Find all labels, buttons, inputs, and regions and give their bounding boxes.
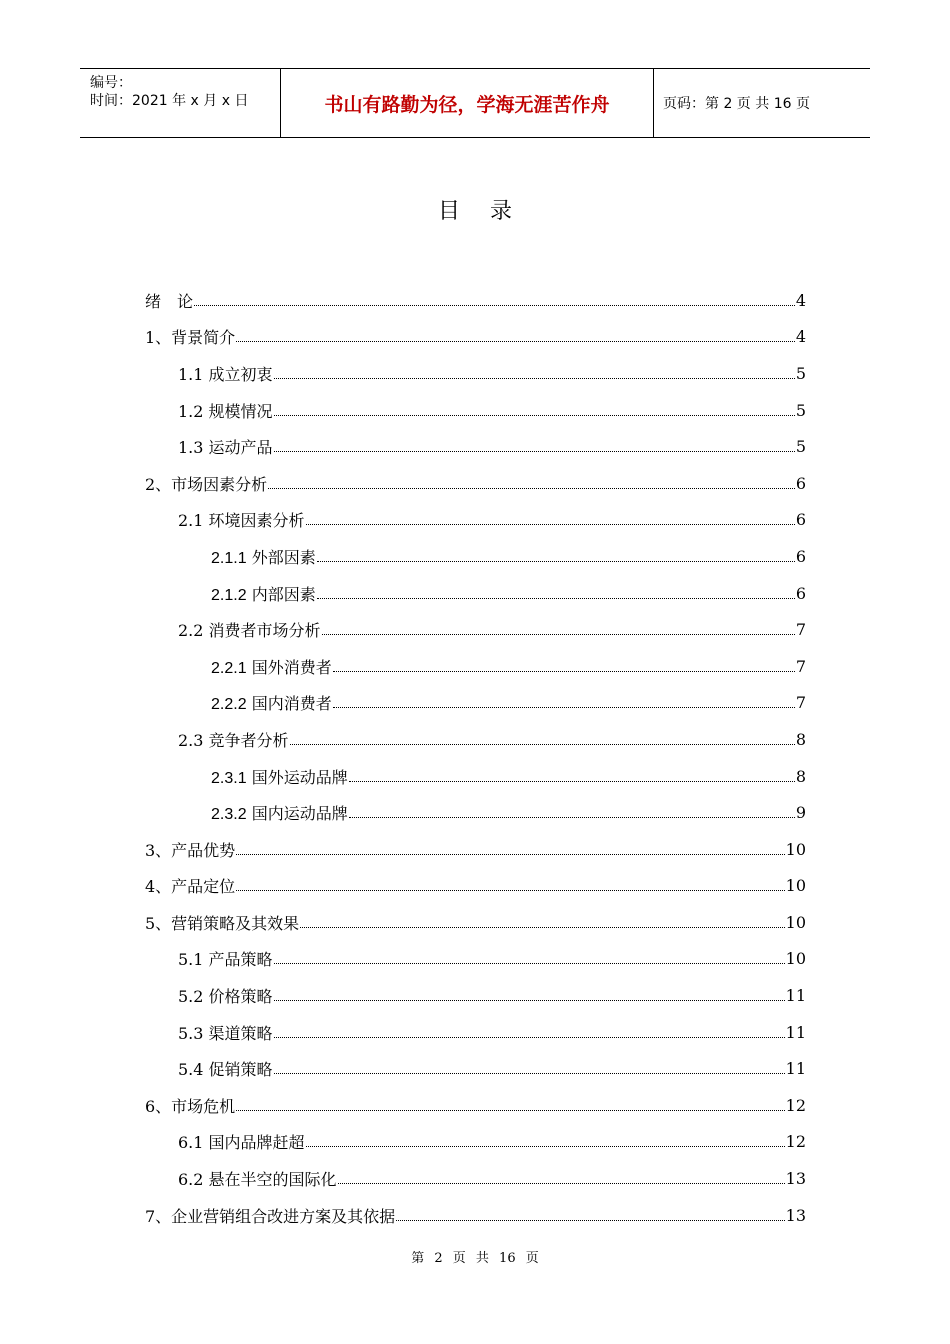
toc-entry[interactable] (145, 502, 806, 539)
toc-entry[interactable] (145, 1124, 806, 1161)
toc-entry-page: 4 (795, 327, 806, 347)
toc-entry-text: 内部因素 (251, 584, 316, 604)
toc-entry-label (178, 435, 273, 458)
toc-entry-label (178, 1021, 273, 1044)
toc-entry-page: 5 (795, 437, 806, 457)
toc-entry[interactable] (145, 758, 806, 795)
toc-dot-leader (396, 1220, 784, 1221)
toc-dot-leader (236, 890, 784, 891)
toc-entry-label (145, 1094, 235, 1117)
toc-entry-page: 11 (785, 986, 806, 1006)
toc-entry[interactable] (145, 1197, 806, 1234)
table-of-contents (145, 282, 806, 1233)
page-title: 目录 (437, 199, 542, 224)
toc-entry-text: 2.1 环境因素分析 (178, 511, 305, 531)
toc-entry-text: 1.3 运动产品 (178, 438, 273, 458)
toc-entry-text: 7、企业营销组合改进方案及其依据 (145, 1206, 396, 1226)
toc-entry-page: 10 (785, 949, 806, 969)
toc-entry-text: 5、营销策略及其效果 (145, 913, 300, 933)
toc-entry-text: 4、产品定位 (145, 877, 236, 897)
toc-entry-text: 1、背景简介 (145, 328, 236, 348)
toc-dot-leader (274, 1037, 785, 1038)
toc-entry-page: 13 (785, 1205, 806, 1225)
toc-entry[interactable] (145, 868, 806, 905)
toc-entry[interactable] (145, 1160, 806, 1197)
toc-entry-page: 8 (795, 766, 806, 786)
header-motto: 书山有路勤为径，学海无涯苦作舟 (281, 69, 654, 137)
toc-dot-leader (274, 378, 795, 379)
toc-entry-text: 5.2 价格策略 (178, 987, 273, 1007)
toc-entry-number: 2.2.1 (211, 659, 247, 677)
toc-dot-leader (274, 1073, 785, 1074)
toc-dot-leader (268, 488, 795, 489)
toc-entry[interactable] (145, 538, 806, 575)
toc-dot-leader (333, 671, 795, 672)
toc-entry-label (145, 911, 299, 934)
toc-entry[interactable] (145, 1014, 806, 1051)
toc-entry-page: 7 (795, 620, 806, 640)
toc-entry[interactable] (145, 611, 806, 648)
toc-entry[interactable] (145, 977, 806, 1014)
toc-entry-number: 2.1.1 (211, 549, 247, 567)
toc-entry-page: 12 (785, 1132, 806, 1152)
toc-dot-leader (300, 927, 784, 928)
toc-dot-leader (306, 524, 795, 525)
toc-entry-text: 5.4 促销策略 (178, 1060, 273, 1080)
toc-entry-number: 2.3.1 (211, 769, 247, 787)
toc-entry-label (145, 472, 267, 495)
toc-entry-text: 国外消费者 (251, 657, 332, 677)
toc-entry-text: 外部因素 (251, 547, 316, 567)
toc-entry-label (178, 508, 305, 531)
toc-entry-label (211, 655, 332, 678)
toc-entry-label (178, 984, 273, 1007)
document-number-label: 编号： (90, 75, 132, 91)
toc-entry[interactable] (145, 355, 806, 392)
toc-entry-page: 8 (795, 729, 806, 749)
toc-entry-page: 9 (795, 803, 806, 823)
toc-entry-page: 13 (785, 1169, 806, 1189)
toc-dot-leader (236, 854, 784, 855)
toc-entry-label (211, 691, 332, 714)
header-page-info: 页码：第 2 页 共 16 页 (663, 96, 810, 112)
toc-entry-page: 6 (795, 473, 806, 493)
toc-entry-label (178, 399, 273, 422)
toc-dot-leader (290, 744, 795, 745)
toc-entry-text: 国内消费者 (251, 694, 332, 714)
toc-entry-text: 国内运动品牌 (251, 804, 348, 824)
toc-entry-page: 10 (785, 912, 806, 932)
toc-entry-text: 6.2 悬在半空的国际化 (178, 1170, 337, 1190)
toc-dot-leader (317, 561, 795, 562)
toc-dot-leader (306, 1146, 785, 1147)
toc-entry-page: 6 (795, 510, 806, 530)
toc-entry-page: 12 (785, 1095, 806, 1115)
toc-entry[interactable] (145, 282, 806, 319)
toc-dot-leader (274, 1000, 785, 1001)
document-time: 时间：2021 年 x 月 x 日 (90, 93, 249, 109)
toc-entry-label (178, 1167, 337, 1190)
toc-entry-label (178, 1057, 273, 1080)
toc-entry[interactable] (145, 465, 806, 502)
page-footer: 第 2 页 共 16 页 (411, 1251, 539, 1266)
toc-entry-label (211, 545, 316, 568)
toc-entry-page: 4 (795, 290, 806, 310)
toc-entry[interactable] (145, 648, 806, 685)
toc-dot-leader (274, 451, 795, 452)
toc-entry-number: 2.3.2 (211, 806, 247, 824)
toc-entry-text: 5.3 渠道策略 (178, 1023, 273, 1043)
toc-entry-text: 绪 论 (145, 291, 194, 311)
toc-dot-leader (274, 415, 795, 416)
toc-dot-leader (236, 1110, 784, 1111)
toc-entry-label (211, 582, 316, 605)
toc-dot-leader (333, 707, 795, 708)
toc-entry-label (145, 1204, 395, 1227)
toc-entry[interactable] (145, 904, 806, 941)
toc-entry-label (145, 874, 235, 897)
header-meta (80, 69, 281, 137)
toc-entry[interactable] (145, 575, 806, 612)
toc-entry-page: 7 (795, 656, 806, 676)
toc-entry-text: 6.1 国内品牌赶超 (178, 1133, 305, 1153)
toc-entry-text: 5.1 产品策略 (178, 950, 273, 970)
toc-dot-leader (274, 963, 785, 964)
toc-dot-leader (194, 305, 795, 306)
toc-entry[interactable] (145, 392, 806, 429)
toc-entry-label (178, 1130, 305, 1153)
toc-entry-label (178, 362, 273, 385)
toc-entry-page: 6 (795, 583, 806, 603)
toc-dot-leader (322, 634, 795, 635)
toc-entry-label (211, 765, 348, 788)
page-header (80, 68, 870, 138)
toc-entry-text: 1.1 成立初衷 (178, 364, 273, 384)
toc-entry[interactable] (145, 319, 806, 356)
toc-dot-leader (349, 817, 795, 818)
toc-entry[interactable] (145, 794, 806, 831)
toc-entry-text: 1.2 规模情况 (178, 401, 273, 421)
toc-entry-page: 10 (785, 839, 806, 859)
toc-dot-leader (317, 598, 795, 599)
toc-entry[interactable] (145, 428, 806, 465)
toc-entry-page: 5 (795, 400, 806, 420)
toc-entry-page: 10 (785, 876, 806, 896)
toc-entry-text: 国外运动品牌 (251, 767, 348, 787)
toc-entry[interactable] (145, 941, 806, 978)
toc-dot-leader (236, 341, 795, 342)
toc-dot-leader (349, 781, 795, 782)
toc-entry[interactable] (145, 1087, 806, 1124)
toc-entry-page: 6 (795, 546, 806, 566)
toc-entry-page: 11 (785, 1022, 806, 1042)
toc-entry-number: 2.1.2 (211, 586, 247, 604)
toc-entry-number: 2.2.2 (211, 696, 247, 714)
toc-entry-label (178, 728, 289, 751)
toc-entry-label (178, 618, 321, 641)
toc-entry-text: 2、市场因素分析 (145, 474, 268, 494)
toc-entry-label (145, 325, 235, 348)
toc-entry-text: 6、市场危机 (145, 1096, 236, 1116)
toc-entry[interactable] (145, 721, 806, 758)
toc-entry-label (145, 289, 193, 312)
toc-dot-leader (338, 1183, 785, 1184)
toc-entry-label (211, 801, 348, 824)
toc-entry-text: 2.3 竞争者分析 (178, 730, 289, 750)
toc-entry[interactable] (145, 1050, 806, 1087)
toc-entry-label (178, 947, 273, 970)
toc-entry-page: 5 (795, 363, 806, 383)
toc-entry[interactable] (145, 685, 806, 722)
toc-entry[interactable] (145, 831, 806, 868)
toc-entry-text: 3、产品优势 (145, 840, 236, 860)
toc-entry-label (145, 838, 235, 861)
toc-entry-page: 7 (795, 693, 806, 713)
toc-entry-text: 2.2 消费者市场分析 (178, 621, 321, 641)
toc-entry-page: 11 (785, 1059, 806, 1079)
